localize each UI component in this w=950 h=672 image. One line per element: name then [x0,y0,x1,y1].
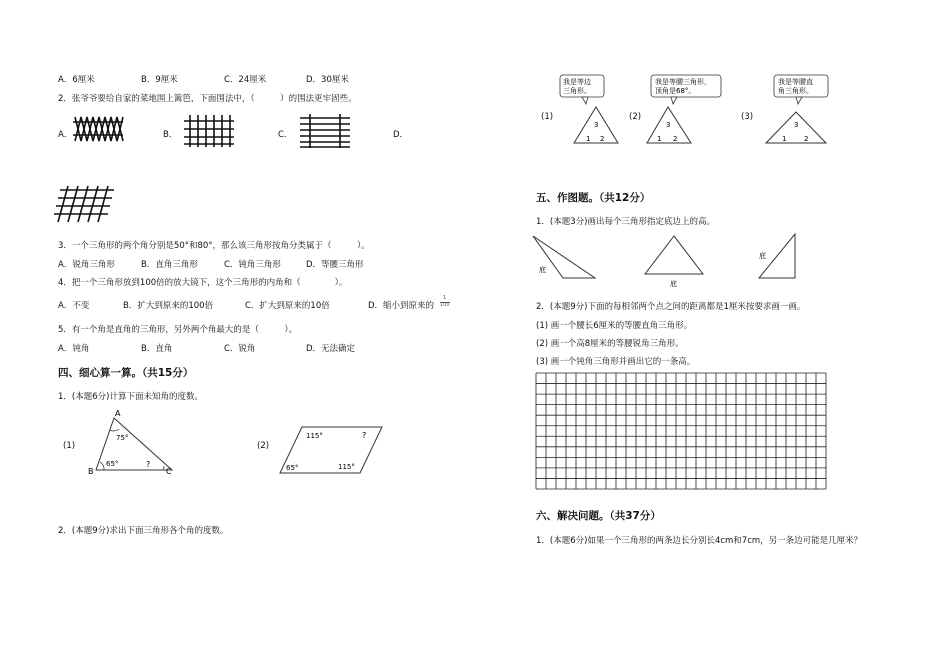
vertex-a-label: A [115,409,121,418]
triangle1-label: (1) [541,112,554,122]
right-triangle-figure [757,232,799,280]
section4-q2-text: 2．(本题9分)求出下面三角形各个角的度数。 [58,526,229,536]
triangle3-angle1: 1 [782,135,787,143]
triangle2-with-bubble [647,74,727,146]
triangle2-angle2: 2 [673,135,678,143]
q1-option-b[interactable]: B．9厘米 [141,75,178,85]
q2-label-d[interactable]: D． [393,130,409,140]
q4-option-b[interactable]: B．扩大到原来的100倍 [123,301,214,311]
fig2-label: (2) [257,441,270,451]
task-1: (1) 画一个腰长6厘米的等腰直角三角形。 [536,321,693,331]
isosceles-triangle-figure [643,234,705,288]
base-label-1: 底 [539,266,546,274]
triangle3-angle3: 3 [794,121,799,129]
triangle1-with-bubble [558,74,618,146]
fence-d-image [54,184,116,224]
q1-option-d[interactable]: D．30厘米 [306,75,349,85]
q1-option-a[interactable]: A．6厘米 [58,75,95,85]
section5-q1-text: 1．(本题3分)画出每个三角形指定底边上的高。 [536,217,715,227]
bubble1-line2: 三角形。 [563,87,591,95]
triangle1-angle1: 1 [586,135,591,143]
fence-c-image [300,114,350,148]
vertex-b-label: B [88,467,94,476]
section6-q1-text: 1．(本题6分)如果一个三角形的两条边长分别长4cm和7cm，另一条边可能是几厘米？ [536,536,863,546]
q5-option-a[interactable]: A．钝角 [58,344,90,354]
q4-fraction [440,296,450,308]
q3-option-a[interactable]: A．锐角三角形 [58,260,115,270]
q4-option-a[interactable]: A．不变 [58,301,90,311]
section4-q1-text: 1．(本题6分)计算下面未知角的度数。 [58,392,203,402]
fence-a-image [73,117,125,143]
vertex-c-label: C [166,467,172,476]
q4-option-c[interactable]: C．扩大到原来的10倍 [245,301,330,311]
q5-option-c[interactable]: C．锐角 [224,344,256,354]
q2-label-c[interactable]: C． [278,130,293,140]
bubble1-line1: 我是等边 [563,78,591,86]
angle-a-value: 75° [116,434,129,442]
q1-option-c[interactable]: C．24厘米 [224,75,267,85]
angle-bottom-right: 115° [338,463,355,471]
section6-heading: 六、解决问题。（共37分） [536,510,661,522]
q4-option-d[interactable]: D．缩小到原来的 [368,301,435,311]
q2-label-b[interactable]: B． [163,130,178,140]
q2-label-a[interactable]: A． [58,130,73,140]
bubble3-line1: 我是等腰直 [778,78,813,86]
bubble2-line1: 我是等腰三角形， [655,78,711,86]
triangle2-label: (2) [629,112,642,122]
angle-c-unknown: ? [146,460,151,469]
base-label-2: 底 [670,280,677,288]
task-3: (3) 画一个钝角三角形并画出它的一条高。 [536,357,696,367]
q3-option-b[interactable]: B．直角三角形 [141,260,198,270]
bubble3-line2: 角三角形。 [778,87,813,95]
angle-top-left: 115° [306,432,323,440]
section5-q2-text: 2．(本题9分)下面的每相邻两个点之间的距离都是1厘米按要求画一画。 [536,302,806,312]
q3-option-c[interactable]: C．钝角三角形 [224,260,281,270]
triangle1-angle3: 3 [594,121,599,129]
q5-text: 5．有一个角是直角的三角形，另外两个角最大的是（ ）。 [58,325,298,335]
q3-text: 3．一个三角形的两个角分别是50°和80°，那么该三角形按角分类属于（ ）。 [58,241,370,251]
fraction-numerator: 1 [440,296,450,303]
triangle3-with-bubble [760,74,832,146]
q2-text: 2．张爷爷要给自家的菜地围上篱笆，下面围法中，（ ）的围法更牢固些。 [58,94,357,104]
fence-b-image [184,115,234,147]
fig1-label: (1) [63,441,76,451]
dot-grid[interactable] [536,373,826,489]
triangle1-angle2: 2 [600,135,605,143]
q5-option-b[interactable]: B．直角 [141,344,173,354]
parallelogram-figure [280,424,386,476]
triangle3-angle2: 2 [804,135,809,143]
triangle2-angle3: 3 [666,121,671,129]
triangle2-angle1: 1 [657,135,662,143]
angle-top-right-unknown: ? [362,431,367,440]
q5-option-d[interactable]: D．无法确定 [306,344,356,354]
section4-heading: 四、细心算一算。（共15分） [58,367,194,379]
q4-text: 4．把一个三角形放到100倍的放大镜下，这个三角形的内角和（ ）。 [58,278,348,288]
fraction-denominator: 100 [440,301,450,308]
section5-heading: 五、作图题。（共12分） [536,192,651,204]
bubble2-line2: 顶角是68°。 [655,87,696,95]
obtuse-triangle-figure [533,234,597,280]
angle-bottom-left: 65° [286,464,299,472]
task-2: (2) 画一个高8厘米的等腰锐角三角形。 [536,339,684,349]
q3-option-d[interactable]: D．等腰三角形 [306,260,364,270]
angle-b-value: 65° [106,460,119,468]
triangle3-label: (3) [741,112,754,122]
triangle-abc-figure [86,410,178,476]
base-label-3: 底 [759,252,766,260]
